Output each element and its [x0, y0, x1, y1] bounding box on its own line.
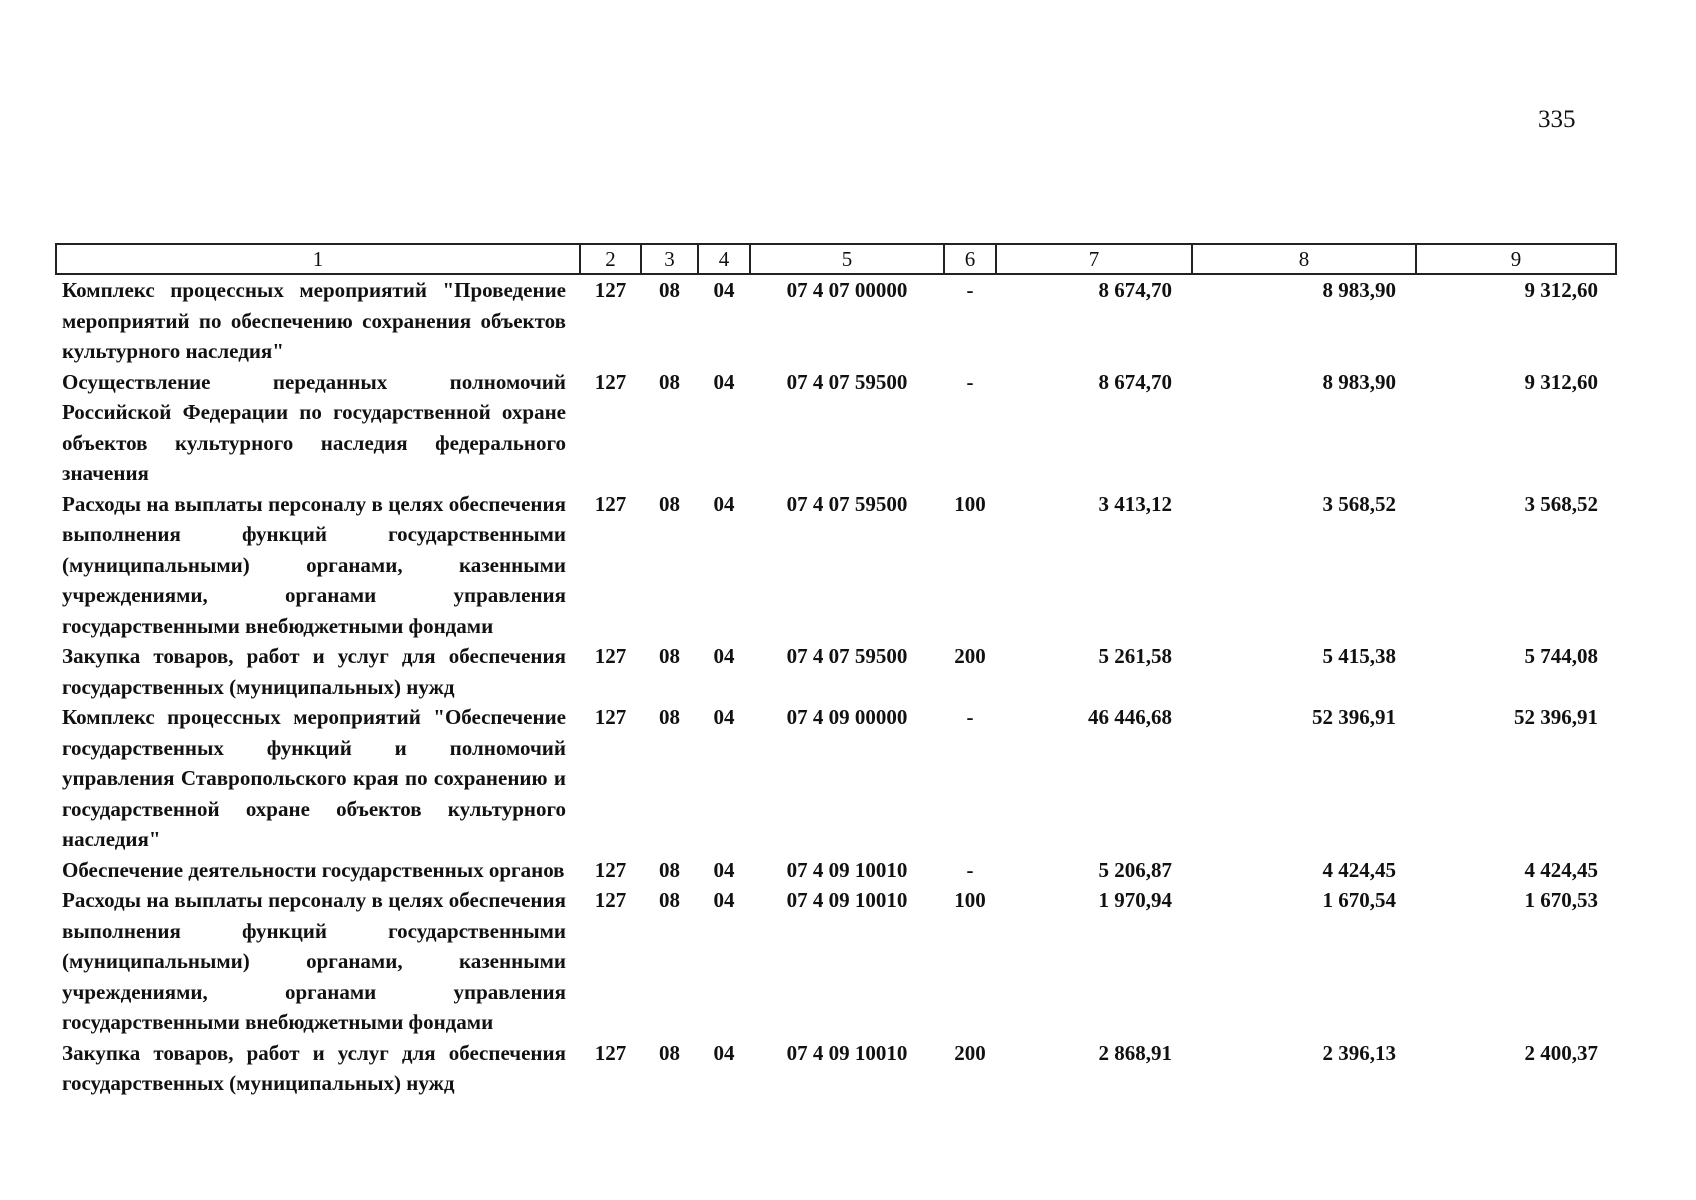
amount-col-7: 2 868,91	[1098, 1040, 1172, 1065]
subsection-code: 04	[713, 857, 735, 882]
expense-name: Комплекс процессных мероприятий "Проведение мероприятий по обеспечению сохранения объектов культурного наследия"	[62, 278, 566, 363]
expense-name: Расходы на выплаты персоналу в целях обеспечения выполнения функций государственными (муниципальными) органами, казенными учреждениями, органами управления государственными внебюджетными фондами	[62, 491, 566, 638]
expense-name: Осуществление переданных полномочий Российской Федерации по государственной охране объектов культурного наследия федерального значения	[62, 369, 566, 485]
amount-col-7: 1 970,94	[1098, 888, 1172, 912]
grbs-code: 127	[594, 491, 627, 516]
target-article-code: 07 4 09 10010	[786, 1040, 908, 1065]
expense-type-code: 100	[954, 491, 986, 516]
grbs-code: 127	[594, 1040, 627, 1065]
subsection-code: 04	[713, 888, 735, 912]
grbs-code: 127	[594, 369, 627, 394]
section-code: 08	[659, 491, 680, 516]
target-article-code: 07 4 09 10010	[786, 888, 908, 912]
section-code: 08	[659, 857, 680, 882]
grbs-code: 127	[594, 888, 627, 912]
amount-col-8: 3 568,52	[1322, 491, 1396, 516]
expense-type-code: -	[966, 857, 974, 882]
expense-name: Обеспечение деятельности государственных органов	[62, 857, 565, 882]
amount-col-7: 46 446,68	[1088, 705, 1172, 729]
section-code: 08	[659, 1040, 680, 1065]
subsection-code: 04	[713, 369, 735, 394]
amount-col-7: 3 413,12	[1098, 491, 1172, 516]
table-row	[56, 855, 1616, 886]
target-article-code: 07 4 07 59500	[786, 369, 908, 394]
column-header: 1	[56, 244, 580, 274]
expense-name: Закупка товаров, работ и услуг для обеспечения государственных (муниципальных) нужд	[62, 644, 566, 699]
expense-type-code: 200	[954, 1040, 986, 1065]
page-number: 335	[1538, 106, 1576, 133]
subsection-code: 04	[713, 644, 735, 668]
subsection-code: 04	[713, 705, 735, 729]
amount-col-8: 4 424,45	[1322, 857, 1396, 882]
amount-col-8: 1 670,54	[1322, 888, 1396, 912]
target-article-code: 07 4 07 59500	[786, 491, 908, 516]
grbs-code: 127	[594, 278, 627, 302]
expense-name: Расходы на выплаты персоналу в целях обеспечения выполнения функций государственными (муниципальными) органами, казенными учреждениями, органами управления государственными внебюджетными фондами	[62, 888, 566, 1034]
section-code: 08	[659, 644, 680, 668]
target-article-code: 07 4 07 00000	[786, 278, 908, 302]
column-header: 9	[1416, 244, 1616, 274]
section-code: 08	[659, 705, 680, 729]
expense-type-code: -	[966, 705, 974, 729]
amount-col-9: 3 568,52	[1524, 491, 1598, 516]
table-row	[56, 367, 1616, 489]
amount-col-8: 5 415,38	[1322, 644, 1396, 668]
amount-col-9: 1 670,53	[1524, 888, 1598, 912]
column-header: 2	[580, 244, 641, 274]
table-row	[56, 885, 1616, 1038]
expense-name: Закупка товаров, работ и услуг для обеспечения государственных (муниципальных) нужд	[62, 1040, 566, 1095]
section-code: 08	[659, 888, 680, 912]
target-article-code: 07 4 07 59500	[786, 644, 908, 668]
target-article-code: 07 4 09 00000	[786, 705, 908, 729]
amount-col-8: 52 396,91	[1312, 705, 1396, 729]
amount-col-7: 5 206,87	[1098, 857, 1172, 882]
section-code: 08	[659, 278, 680, 302]
amount-col-7: 8 674,70	[1098, 369, 1172, 394]
expense-type-code: -	[966, 369, 974, 394]
amount-col-8: 8 983,90	[1322, 369, 1396, 394]
column-header: 5	[750, 244, 944, 274]
table-row	[56, 1038, 1616, 1099]
table-row	[56, 641, 1616, 702]
expense-name: Комплекс процессных мероприятий "Обеспечение государственных функций и полномочий управления Ставропольского края по сохранению и государственной охране объектов культурного наследия"	[62, 705, 566, 851]
subsection-code: 04	[713, 491, 735, 516]
column-header: 3	[641, 244, 698, 274]
grbs-code: 127	[594, 857, 627, 882]
header-row	[56, 244, 1616, 274]
subsection-code: 04	[713, 1040, 735, 1065]
column-header: 8	[1192, 244, 1416, 274]
table-row	[56, 274, 1616, 367]
table-row	[56, 489, 1616, 642]
grbs-code: 127	[594, 705, 627, 729]
amount-col-7: 5 261,58	[1098, 644, 1172, 668]
column-header: 7	[996, 244, 1192, 274]
amount-col-9: 5 744,08	[1524, 644, 1598, 668]
section-code: 08	[659, 369, 680, 394]
column-header: 6	[944, 244, 996, 274]
amount-col-9: 9 312,60	[1524, 369, 1598, 394]
amount-col-8: 8 983,90	[1322, 278, 1396, 302]
expense-type-code: 200	[954, 644, 986, 668]
subsection-code: 04	[713, 278, 735, 302]
amount-col-9: 2 400,37	[1524, 1040, 1598, 1065]
amount-col-8: 2 396,13	[1322, 1040, 1396, 1065]
amount-col-9: 4 424,45	[1524, 857, 1598, 882]
expense-type-code: -	[966, 278, 974, 302]
column-header: 4	[698, 244, 750, 274]
amount-col-9: 9 312,60	[1524, 278, 1598, 302]
grbs-code: 127	[594, 644, 627, 668]
amount-col-7: 8 674,70	[1098, 278, 1172, 302]
budget-table	[55, 243, 1617, 1099]
expense-type-code: 100	[954, 888, 986, 912]
amount-col-9: 52 396,91	[1514, 705, 1598, 729]
target-article-code: 07 4 09 10010	[786, 857, 908, 882]
table-row	[56, 702, 1616, 855]
